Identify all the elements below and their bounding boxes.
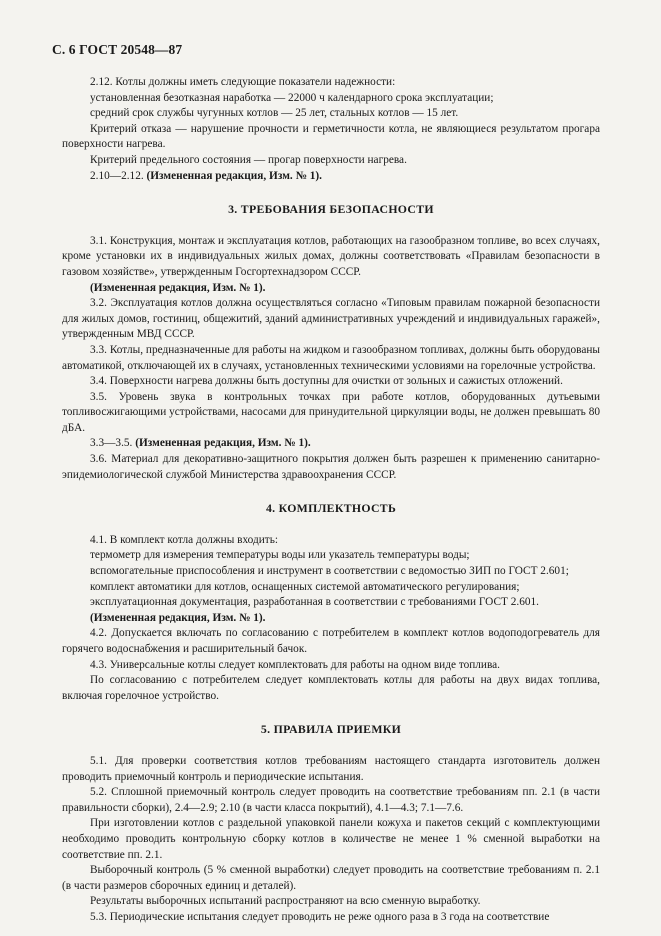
paragraph-3-5: 3.5. Уровень звука в контрольных точках при работе котлов, оборудованных дутьевыми топливосжигающими устройствами, насосами для принудительной циркуляции воды, не должен превышать 80 дБА. (62, 390, 600, 434)
document-body (62, 75, 600, 926)
paragraph-4-2: 4.2. Допускается включать по согласованию с потребителем в комплект котлов водоподогреватель для горячего водоснабжения и расширительный бачок. (62, 627, 600, 655)
paragraph-3-3: 3.3. Котлы, предназначенные для работы на жидком и газообразном топливах, должны быть оборудованы автоматикой, отключающей их в случаях, установленных техническими условиями на горелочные устройства. (62, 343, 600, 372)
paragraph-sampling-results: Результаты выборочных испытаний распространяют на всю сменную выработку. (90, 895, 481, 908)
paragraph-dual-fuel: По согласованию с потребителем следует комплектовать котлы для работы на двух видах топлива, включая горелочное устройство. (62, 674, 600, 702)
paragraph-3-1: 3.1. Конструкция, монтаж и эксплуатация котлов, работающих на газообразном топливе, во всех случаях, кроме установки их в индивидуальных жилых домах, должны соответствовать «Правилам безопасности в газовом хозяйстве», утвержденным Госгортехнадзором СССР. (62, 234, 600, 278)
paragraph-5-2: 5.2. Сплошной приемочный контроль следует проводить на соответствие требованиям пп. 2.1 (в части правильности сборки), 2.4—2.9; 2.10 (в части класса покрытий), 4.1—4.3; 7.1—7.6. (62, 786, 600, 814)
edition-note: (Измененная редакция, Изм. № 1). (135, 437, 311, 450)
edition-note-3-1: (Измененная редакция, Изм. № 1). (90, 281, 266, 294)
edition-ref: 3.3—3.5. (90, 437, 133, 450)
paragraph-2-12: 2.12. Котлы должны иметь следующие показатели надежности: (90, 76, 396, 88)
paragraph-reliability-mtbf: установленная безотказная наработка — 22000 ч календарного срока эксплуатации; (90, 91, 494, 104)
paragraph-service-life: средний срок службы чугунных котлов — 25 лет, стальных котлов — 15 лет. (90, 107, 459, 120)
paragraph-limit-state: Критерий предельного состояния — прогар поверхности нагрева. (90, 153, 407, 166)
edition-note: (Измененная редакция, Изм. № 1). (146, 169, 322, 182)
section-3-title: 3. ТРЕБОВАНИЯ БЕЗОПАСНОСТИ (228, 202, 434, 217)
paragraph-3-4: 3.4. Поверхности нагрева должны быть доступны для очистки от зольных и сажистых отложений. (90, 375, 563, 388)
paragraph-5-3: 5.3. Периодические испытания следует проводить не реже одного раза в 3 года на соответствие (90, 910, 550, 923)
section-5-title: 5. ПРАВИЛА ПРИЕМКИ (260, 722, 402, 737)
paragraph-sampling-control: Выборочный контроль (5 % сменной выработки) следует проводить на соответствие требованиям п. 2.1 (в части размеров сборочных единиц и деталей). (62, 864, 600, 892)
paragraph-control-assembly: При изготовлении котлов с раздельной упаковкой панели кожуха и пакетов секций с комплектующими необходимо проводить контрольную сборку котлов в количестве не менее 1 % сменной выработки на соответствие пп. 2.1. (62, 817, 600, 861)
edition-note-4-1: (Измененная редакция, Изм. № 1). (90, 611, 266, 624)
section-4-title: 4. КОМПЛЕКТНОСТЬ (265, 501, 397, 516)
paragraph-4-3: 4.3. Универсальные котлы следует комплектовать для работы на одном виде топлива. (90, 658, 501, 671)
paragraph-automation-kit: комплект автоматики для котлов, оснащенных системой автоматического регулирования; (90, 580, 520, 593)
paragraph-4-1: 4.1. В комплект котла должны входить: (90, 533, 279, 546)
paragraph-5-1: 5.1. Для проверки соответствия котлов требованиям настоящего стандарта изготовитель должен проводить приемочный контроль и периодические испытания. (62, 754, 600, 783)
paragraph-documentation: эксплуатационная документация, разработанная в соответствии с требованиями ГОСТ 2.601. (90, 596, 539, 609)
edition-ref: 2.10—2.12. (90, 169, 144, 182)
paragraph-3-6: 3.6. Материал для декоративно-защитного покрытия должен быть разрешен к применению санитарно-эпидемиологической службой Министерства здравоохранения СССР. (62, 453, 600, 481)
paragraph-failure-criterion: Критерий отказа — нарушение прочности и герметичности котла, не являющиеся результатом прогара поверхности нагрева. (62, 122, 600, 151)
paragraph-thermometer: термометр для измерения температуры воды или указатель температуры воды; (90, 549, 470, 562)
page-header: С. 6 ГОСТ 20548—87 (52, 42, 183, 57)
paragraph-3-3-3-5-edition (62, 436, 600, 452)
paragraph-tools: вспомогательные приспособления и инструмент в соответствии с ведомостью ЗИП по ГОСТ 2.601; (90, 565, 569, 578)
paragraph-3-2: 3.2. Эксплуатация котлов должна осуществляться согласно «Типовым правилам пожарной безопасности для жилых домов, гостиниц, общежитий, зданий административных учреждений и индивидуальных гаражей», утвержденным МВД СССР. (62, 297, 600, 341)
paragraph-2-10-2-12-edition (62, 169, 600, 185)
